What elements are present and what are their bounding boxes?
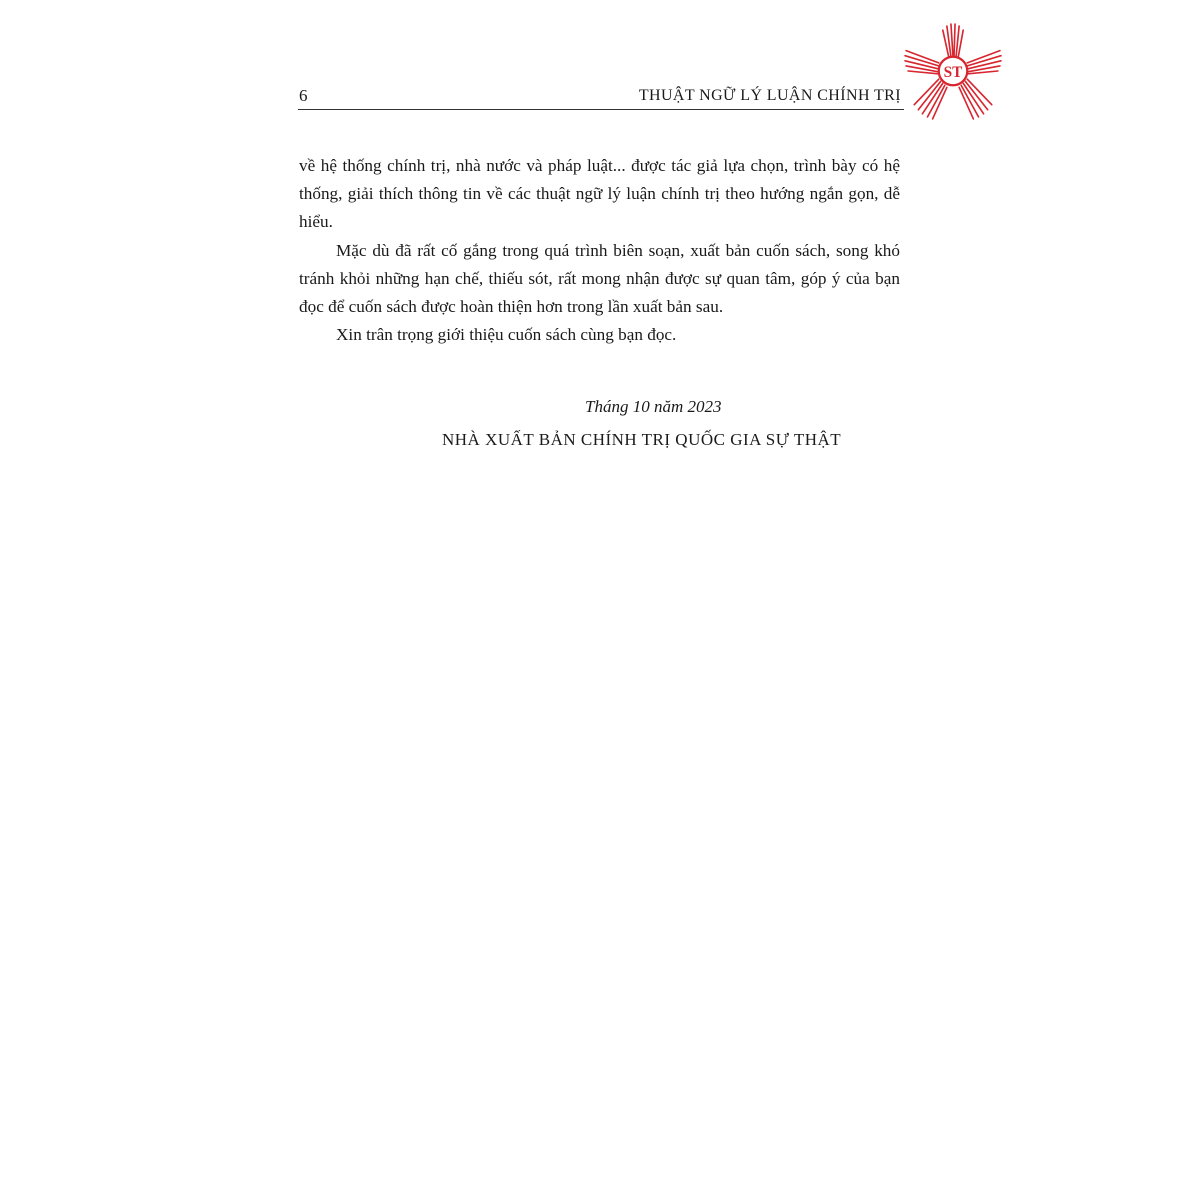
paragraph-1: về hệ thống chính trị, nhà nước và pháp luật... được tác giả lựa chọn, trình bày có hệ thống, giải thích thông tin về các thuật ngữ lý luận chính trị theo hướng ngắn gọn, dễ hiểu.	[299, 156, 900, 232]
page-number: 6	[299, 86, 308, 105]
header-divider	[298, 109, 904, 110]
body-text	[299, 152, 900, 349]
running-title: THUẬT NGỮ LÝ LUẬN CHÍNH TRỊ	[638, 87, 901, 104]
signature-publisher: NHÀ XUẤT BẢN CHÍNH TRỊ QUỐC GIA SỰ THẬT	[442, 430, 842, 449]
logo-text: ST	[943, 64, 963, 82]
paragraph-2: Mặc dù đã rất cố gắng trong quá trình biên soạn, xuất bản cuốn sách, song khó tránh khỏi những hạn chế, thiếu sót, rất mong nhận được sự quan tâm, góp ý của bạn đọc để cuốn sách được hoàn thiện hơn trong lần xuất bản sau.	[299, 240, 900, 317]
signature-date: Tháng 10 năm 2023	[585, 397, 722, 416]
paragraph-3: Xin trân trọng giới thiệu cuốn sách cùng bạn đọc.	[336, 325, 677, 345]
publisher-star-logo-icon	[902, 20, 1004, 122]
